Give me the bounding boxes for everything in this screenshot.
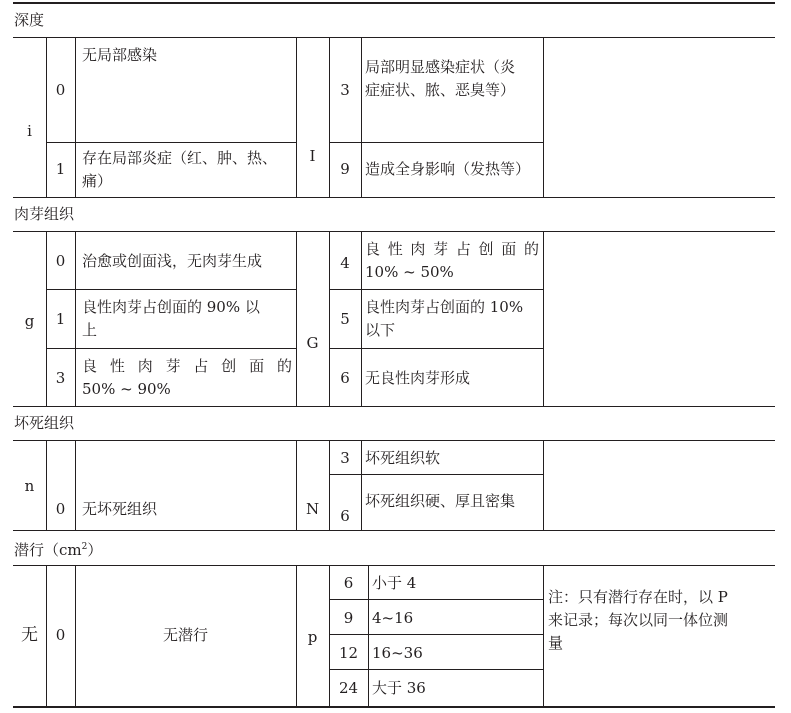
granulation-high-text-line2: 10% ~ 50% [365, 263, 454, 281]
section-title-necrosis: 坏死组织 [14, 414, 75, 432]
granulation-low-text-line2: 50% ~ 90% [82, 380, 171, 398]
undermining-low-text: 无潜行 [162, 626, 208, 644]
granulation-high-code: G [306, 334, 319, 352]
rule-necrosis-end [13, 530, 775, 531]
granulation-high-text: 无良性肉芽形成 [365, 369, 471, 387]
undermining-low-score: 0 [55, 626, 66, 644]
depth-high-code: I [309, 147, 316, 165]
granulation-low-score: 3 [55, 369, 66, 387]
necrosis-high-score: 6 [340, 507, 350, 525]
depth-low-text-line1: 存在局部炎症（红、肿、热、 [82, 149, 278, 167]
undermining-low-code: 无 [21, 625, 38, 645]
vrule [296, 37, 297, 197]
granulation-high-score: 6 [340, 369, 350, 387]
vrule [543, 37, 544, 197]
subrule [46, 289, 296, 290]
section-title-undermining-sup: 2 [81, 542, 88, 552]
vrule [75, 440, 76, 530]
undermining-note-line3: 量 [548, 634, 564, 652]
vrule [361, 37, 362, 197]
rule-depth-end [13, 197, 775, 198]
necrosis-low-code: n [24, 477, 35, 495]
depth-high-text-line1: 局部明显感染症状（炎 [365, 58, 516, 76]
granulation-low-text-line1: 良性肉芽占创面的 90% 以 [82, 298, 260, 316]
vrule [75, 37, 76, 197]
depth-low-code: i [27, 122, 32, 140]
rule-depth-header [13, 37, 775, 38]
vrule [543, 231, 544, 406]
undermining-high-score: 9 [343, 609, 354, 627]
depth-low-text: 无局部感染 [82, 46, 158, 64]
undermining-note-line2: 来记录；每次以同一体位测 [548, 611, 729, 629]
section-title-undermining-close: ） [87, 541, 103, 559]
subrule [329, 634, 543, 635]
granulation-high-text-line1: 良 性 肉 芽 占 创 面 的 [365, 240, 539, 258]
section-title-depth: 深度 [14, 11, 45, 29]
depth-low-text-line2: 痛） [82, 172, 113, 190]
section-title-undermining [14, 540, 102, 560]
rule-granulation-end [13, 406, 775, 407]
vrule [543, 565, 544, 706]
undermining-high-text: 16~36 [372, 644, 423, 662]
subrule [46, 142, 296, 143]
subrule [46, 348, 296, 349]
table-bottom-rule [13, 706, 775, 708]
wound-assessment-table [13, 2, 775, 710]
depth-high-text: 造成全身影响（发热等） [365, 160, 531, 178]
undermining-high-text: 小于 4 [372, 574, 417, 592]
vrule [368, 565, 369, 706]
necrosis-high-text: 坏死组织软 [365, 449, 441, 467]
vrule [361, 440, 362, 530]
depth-high-score: 3 [340, 81, 350, 99]
table-top-rule [13, 2, 775, 4]
depth-low-score: 0 [55, 81, 66, 99]
vrule [75, 231, 76, 406]
rule-necrosis-header [13, 440, 775, 441]
undermining-high-score: 24 [338, 679, 359, 697]
necrosis-high-text: 坏死组织硬、厚且密集 [365, 492, 516, 510]
granulation-low-text-line2: 上 [82, 321, 98, 339]
necrosis-low-score: 0 [55, 500, 66, 518]
subrule [329, 599, 543, 600]
rule-granulation-header [13, 231, 775, 232]
section-title-granulation: 肉芽组织 [14, 205, 75, 223]
undermining-high-text: 大于 36 [372, 679, 426, 697]
necrosis-high-score: 3 [340, 449, 350, 467]
subrule [329, 348, 543, 349]
granulation-low-text: 治愈或创面浅，无肉芽生成 [82, 252, 263, 270]
granulation-low-score: 1 [55, 310, 66, 328]
undermining-high-score: 6 [343, 574, 354, 592]
granulation-low-code: g [24, 312, 35, 330]
section-title-undermining-text: 潜行（cm [14, 541, 82, 559]
granulation-high-score: 5 [340, 310, 350, 328]
granulation-high-text-line1: 良性肉芽占创面的 10% [365, 298, 524, 316]
undermining-note-line1: 注：只有潜行存在时，以 P [548, 588, 728, 606]
vrule [361, 231, 362, 406]
undermining-high-code: p [307, 628, 318, 646]
undermining-high-text: 4~16 [372, 609, 414, 627]
granulation-high-score: 4 [340, 254, 350, 272]
subrule [329, 474, 543, 475]
subrule [329, 669, 543, 670]
granulation-low-score: 0 [55, 252, 66, 270]
undermining-high-score: 12 [338, 644, 359, 662]
granulation-low-text-line1: 良 性 肉 芽 占 创 面 的 [82, 357, 292, 375]
necrosis-low-text: 无坏死组织 [82, 500, 158, 518]
subrule [329, 289, 543, 290]
vrule [543, 440, 544, 530]
necrosis-high-code: N [305, 500, 320, 518]
granulation-high-text-line2: 以下 [365, 321, 396, 339]
depth-high-score: 9 [340, 160, 350, 178]
depth-low-score: 1 [55, 160, 66, 178]
vrule [296, 231, 297, 406]
depth-high-text-line2: 症症状、脓、恶臭等） [365, 81, 516, 99]
subrule [329, 142, 543, 143]
rule-undermining-header [13, 565, 775, 566]
